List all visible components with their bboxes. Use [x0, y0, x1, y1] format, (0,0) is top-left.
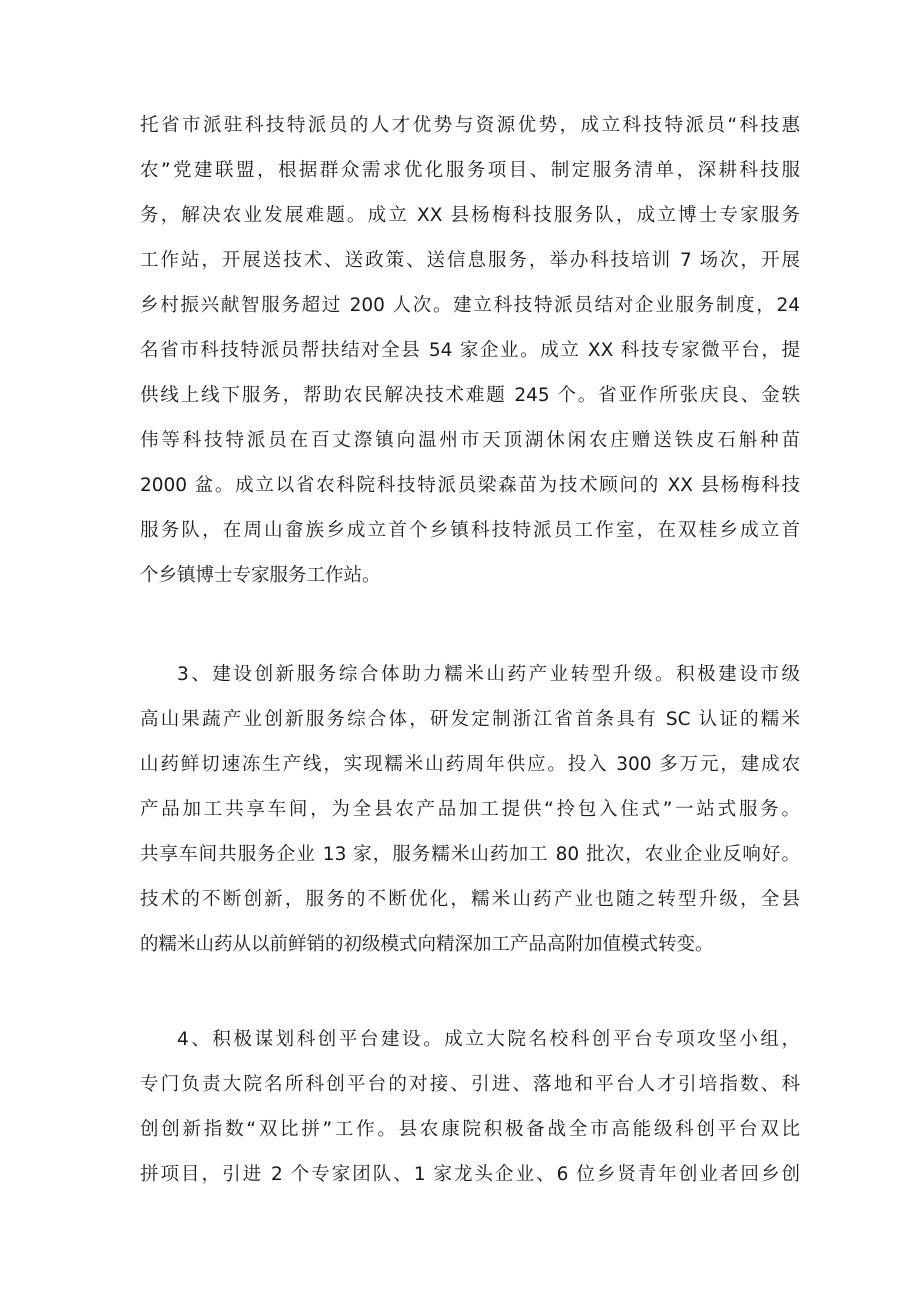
text-line: 托省市派驻科技特派员的人才优势与资源优势，成立科技特派员“科技惠	[140, 115, 800, 136]
text-line: 创创新指数“双比拼”工作。县农康院积极备战全市高能级科创平台双比	[140, 1119, 800, 1140]
text-line: 高山果蔬产业创新服务综合体，研发定制浙江省首条具有 SC 认证的糯米	[140, 709, 800, 730]
text-line: 伟等科技特派员在百丈漈镇向温州市天顶湖休闲农庄赠送铁皮石斛种苗	[140, 430, 800, 451]
text-line: 3、建设创新服务综合体助力糯米山药产业转型升级。积极建设市级	[177, 664, 800, 685]
text-line: 共享车间共服务企业 13 家，服务糯米山药加工 80 批次，农业企业反响好。	[140, 844, 800, 865]
text-line: 技术的不断创新，服务的不断优化，糯米山药产业也随之转型升级，全县	[140, 889, 800, 910]
text-line: 拼项目，引进 2 个专家团队、1 家龙头企业、6 位乡贤青年创业者回乡创	[140, 1164, 800, 1185]
text-line: 专门负责大院名所科创平台的对接、引进、落地和平台人才引培指数、科	[140, 1074, 800, 1095]
text-line: 名省市科技特派员帮扶结对全县 54 家企业。成立 XX 科技专家微平台，提	[140, 340, 800, 361]
text-line: 个乡镇博士专家服务工作站。	[140, 565, 381, 586]
text-line: 产品加工共享车间，为全县农产品加工提供“拎包入住式”一站式服务。	[140, 799, 800, 820]
text-line: 的糯米山药从以前鲜销的初级模式向精深加工产品高附加值模式转变。	[140, 934, 714, 955]
text-line: 工作站，开展送技术、送政策、送信息服务，举办科技培训 7 场次，开展	[140, 250, 800, 271]
text-line: 乡村振兴献智服务超过 200 人次。建立科技特派员结对企业服务制度，24	[140, 295, 800, 316]
text-line: 农”党建联盟，根据群众需求优化服务项目、制定服务清单，深耕科技服	[140, 160, 800, 181]
text-line: 务，解决农业发展难题。成立 XX 县杨梅科技服务队，成立博士专家服务	[140, 205, 800, 226]
text-line: 山药鲜切速冻生产线，实现糯米山药周年供应。投入 300 多万元，建成农	[140, 754, 800, 775]
text-line: 4、积极谋划科创平台建设。成立大院名校科创平台专项攻坚小组，	[177, 1029, 800, 1050]
text-line: 2000 盆。成立以省农科院科技特派员梁森苗为技术顾问的 XX 县杨梅科技	[140, 475, 800, 496]
text-line: 供线上线下服务，帮助农民解决技术难题 245 个。省亚作所张庆良、金轶	[140, 385, 800, 406]
text-line: 服务队，在周山畲族乡成立首个乡镇科技特派员工作室，在双桂乡成立首	[140, 520, 800, 541]
